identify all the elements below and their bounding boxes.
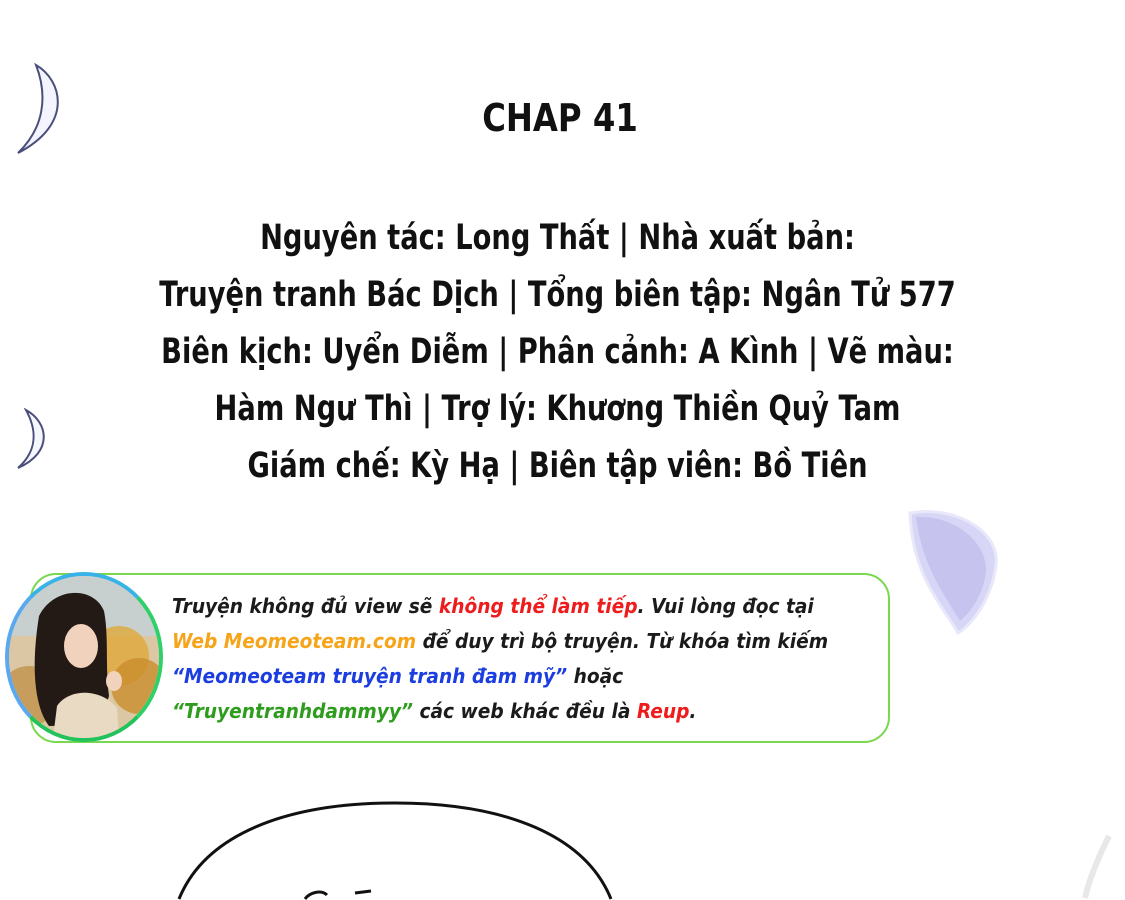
- notice-line: [172, 659, 842, 694]
- credit-line: Biên kịch: Uyển Diễm | Phân cảnh: A Kình | Vẽ màu:: [161, 332, 954, 372]
- speech-bubble: [175, 795, 615, 900]
- credit-line: Truyện tranh Bác Dịch | Tổng biên tập: Ngân Tử 577: [159, 275, 956, 315]
- notice-text-segment: các web khác đều là: [412, 699, 637, 723]
- search-keyword: “Meomeoteam truyện tranh đam mỹ”: [172, 664, 568, 688]
- credits-block: [0, 210, 1115, 495]
- avatar: [5, 572, 163, 742]
- notice-text-segment: . Vui lòng đọc tại: [637, 594, 814, 618]
- notice-text-segment: hoặc: [567, 664, 624, 688]
- notice-text-segment: .: [689, 699, 697, 723]
- petal-icon: [14, 62, 70, 158]
- notice-text-segment: để duy trì bộ truyện. Từ khóa tìm kiếm: [416, 629, 829, 653]
- petal-icon: [902, 505, 1002, 637]
- notice-text: [172, 589, 892, 729]
- website-link[interactable]: Web Meomeoteam.com: [172, 629, 417, 653]
- search-keyword: “Truyentranhdammyy”: [172, 699, 413, 723]
- notice-line: [172, 589, 842, 624]
- avatar-illustration: [9, 576, 159, 738]
- chapter-title: CHAP 41: [482, 96, 638, 140]
- notice-line: [172, 694, 842, 729]
- notice-line: [172, 624, 842, 659]
- notice-highlight-red: không thể làm tiếp: [438, 594, 638, 618]
- credit-line: Nguyên tác: Long Thất | Nhà xuất bản:: [260, 218, 855, 258]
- notice-highlight-red: Reup: [636, 699, 690, 723]
- brush-stroke: [1075, 830, 1125, 900]
- notice-text-segment: Truyện không đủ view sẽ: [172, 594, 439, 618]
- credit-line: Giám chế: Kỳ Hạ | Biên tập viên: Bồ Tiên: [247, 446, 868, 486]
- credit-line: Hàm Ngư Thì | Trợ lý: Khương Thiền Quỷ Tam: [214, 389, 901, 429]
